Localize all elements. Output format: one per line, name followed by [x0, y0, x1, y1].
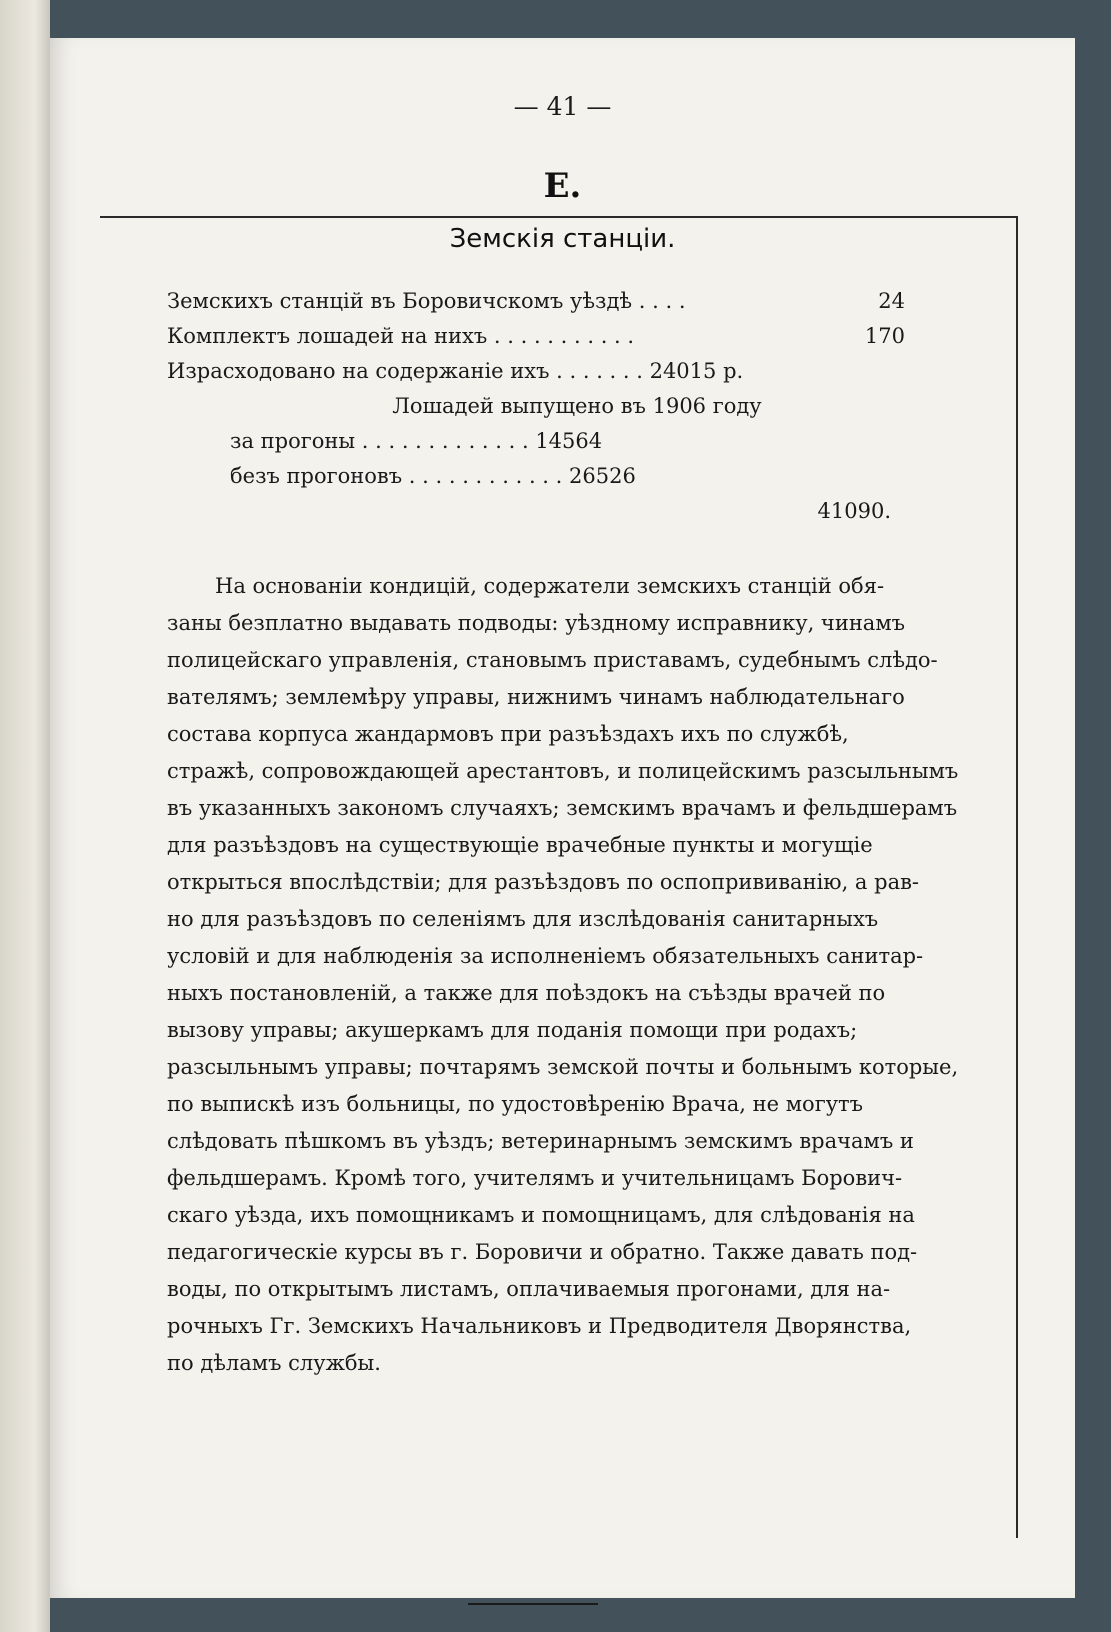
stat-row: [167, 284, 947, 319]
horses-row-label: за прогоны . . . . . . . . . . . . . 14564: [230, 429, 603, 453]
paragraph-line: рочныхъ Гг. Земскихъ Начальниковъ и Предводителя Дворянства,: [167, 1314, 912, 1338]
paragraph-line: ныхъ постановленій, а также для поѣздокъ на съѣзды врачей по: [167, 981, 886, 1005]
paragraph-line: состава корпуса жандармовъ при разъѣздахъ ихъ по службѣ,: [167, 722, 849, 746]
paragraph-line: вызову управы; акушеркамъ для поданія помощи при родахъ;: [167, 1018, 858, 1042]
paragraph-line: но для разъѣздовъ по селеніямъ для изслѣдованія санитарныхъ: [167, 907, 879, 931]
paragraph-line: стражѣ, сопровождающей арестантовъ, и полицейскимъ разсыльнымъ: [167, 759, 959, 783]
paragraph-line: На основаніи кондицій, содержатели земскихъ станцій обя-: [215, 574, 885, 598]
horses-row: [167, 424, 947, 459]
paragraph-line: скаго уѣзда, ихъ помощникамъ и помощницамъ, для слѣдованія на: [167, 1203, 915, 1227]
book-page: [50, 38, 1075, 1598]
page-title: Земскія станціи.: [449, 224, 676, 254]
paragraph-line: въ указанныхъ закономъ случаяхъ; земскимъ врачамъ и фельдшерамъ: [167, 796, 958, 820]
stat-label: Земскихъ станцій въ Боровичскомъ уѣздѣ . . . .: [167, 289, 686, 313]
stat-label: Комплектъ лошадей на нихъ . . . . . . . . . . .: [167, 324, 635, 348]
paragraph-line: воды, по открытымъ листамъ, оплачиваемыя прогонами, для на-: [167, 1277, 891, 1301]
paragraph-line: условій и для наблюденія за исполненіемъ обязательныхъ санитар-: [167, 944, 924, 968]
paragraph-line: педагогическіе курсы въ г. Боровичи и обратно. Также давать под-: [167, 1240, 918, 1264]
paragraph-line: разсыльнымъ управы; почтарямъ земской почты и больнымъ которые,: [167, 1055, 959, 1079]
horses-row: [167, 459, 947, 494]
stat-row: [167, 319, 947, 354]
stat-value: 24: [878, 289, 905, 313]
paragraph-line: фельдшерамъ. Кромѣ того, учителямъ и учительницамъ Борович-: [167, 1166, 903, 1190]
horses-total: 41090.: [817, 499, 891, 523]
paragraph-line: открыться впослѣдствіи; для разъѣздовъ по оспопрививанію, а рав-: [167, 870, 920, 894]
stat-value: 170: [864, 324, 905, 348]
page-number: — 41 —: [513, 92, 612, 121]
paragraph-line: для разъѣздовъ на существующіе врачебные пункты и могущіе: [167, 833, 873, 857]
section-letter: Е.: [543, 166, 582, 206]
stat-label: Израсходовано на содержаніе ихъ . . . . . . . 24015 р.: [167, 359, 744, 383]
horses-subheading: Лошадей выпущено въ 1906 году: [392, 394, 762, 418]
paragraph-line: заны безплатно выдавать подводы: уѣздному исправнику, чинамъ: [167, 611, 906, 635]
paragraph-line: вателямъ; землемѣру управы, нижнимъ чинамъ наблюдательнаго: [167, 685, 905, 709]
body-paragraph: [167, 568, 1022, 1382]
horses-row-label: безъ прогоновъ . . . . . . . . . . . . 26526: [230, 464, 636, 488]
adjacent-page-edge: [0, 0, 50, 1632]
statistics-block: [167, 284, 947, 529]
stat-row: [167, 354, 947, 389]
horses-total-row: [167, 494, 947, 529]
paragraph-line: по дѣламъ службы.: [167, 1351, 381, 1375]
paragraph-line: полицейскаго управленія, становымъ приставамъ, судебнымъ слѣдо-: [167, 648, 938, 672]
closing-rule: [468, 1603, 598, 1605]
paragraph-line: по выпискѣ изъ больницы, по удостовѣренію Врача, не могутъ: [167, 1092, 864, 1116]
paragraph-line: слѣдовать пѣшкомъ въ уѣздъ; ветеринарнымъ земскимъ врачамъ и: [167, 1129, 914, 1153]
